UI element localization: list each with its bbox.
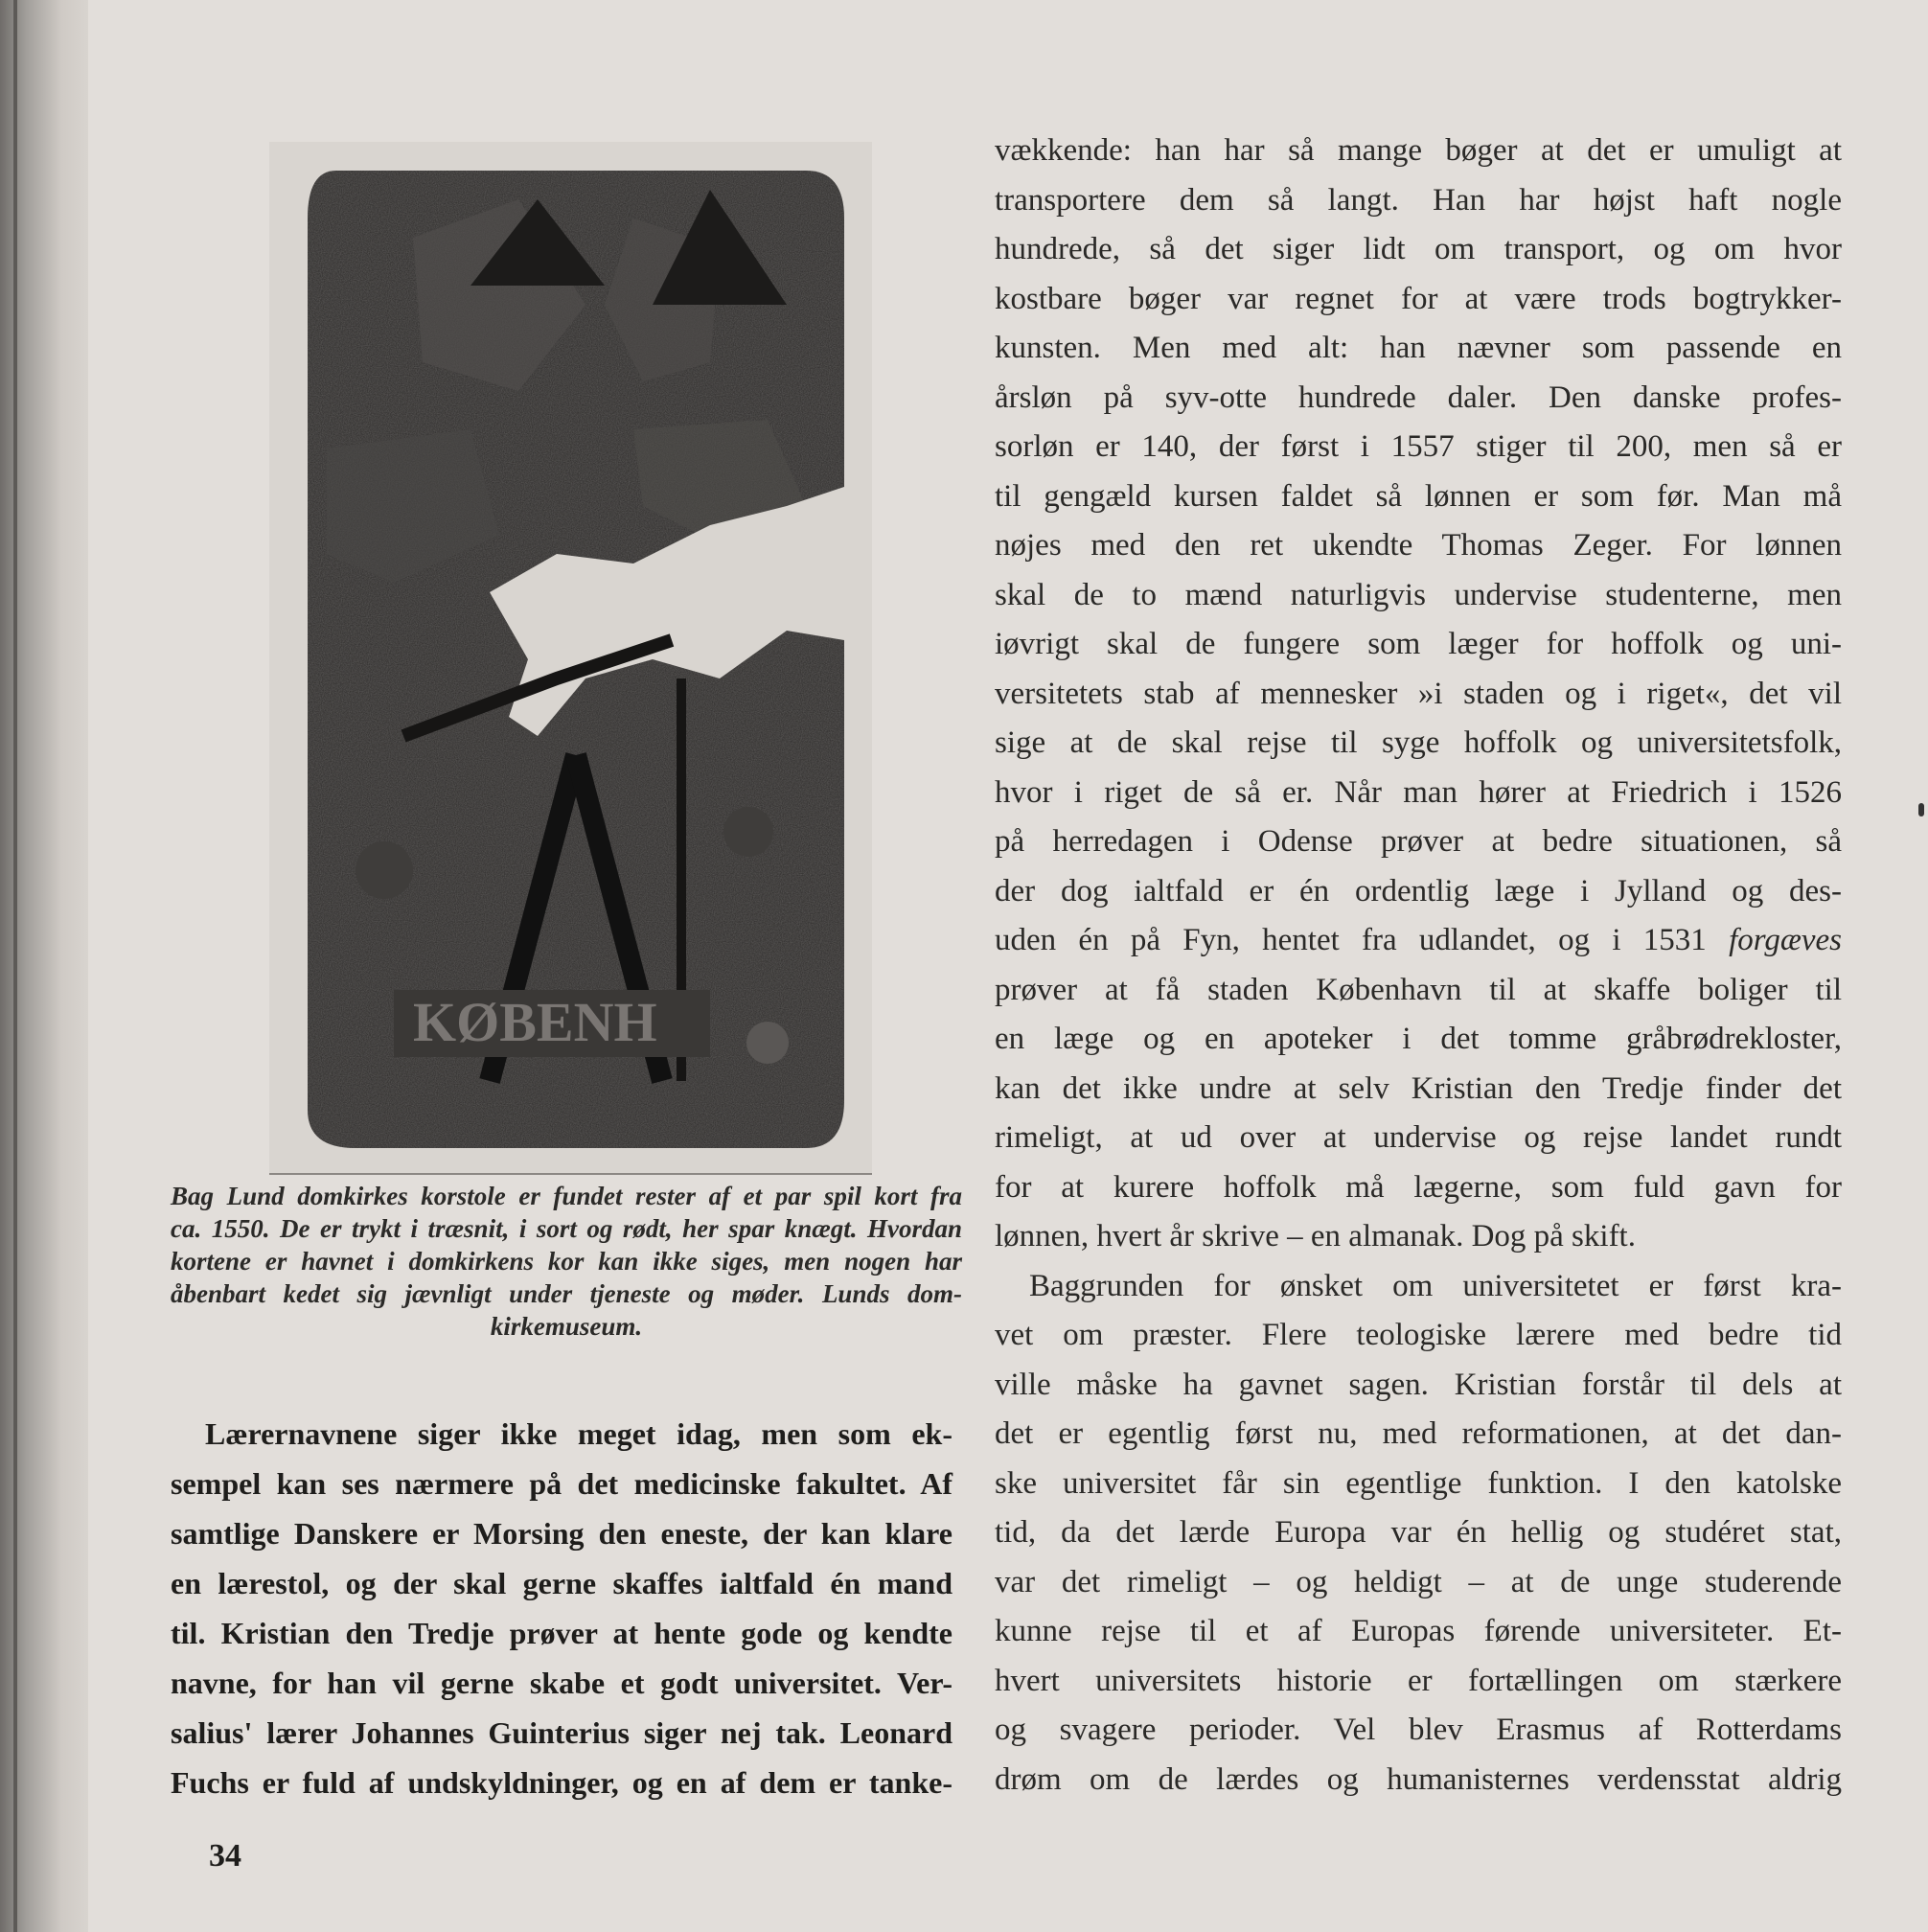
text-line: hvert universitets historie er fortællingen om stærkere (995, 1663, 1842, 1698)
text-line: var det rimeligt – og heldigt – at de unge studerende (995, 1564, 1842, 1599)
text-line: der dog ialtfald er én ordentlig læge i Jylland og des- (995, 873, 1842, 908)
text-line: drøm om de lærdes og humanisternes verdensstat aldrig (995, 1761, 1842, 1797)
text-line: til gengæld kursen faldet så lønnen er som før. Man må (995, 478, 1842, 514)
text-line: sorløn er 140, der først i 1557 stiger til 200, men så er (995, 429, 1842, 464)
text-line: Baggrunden for ønsket om universitetet er først kra- (1029, 1268, 1842, 1303)
book-spine (0, 0, 88, 1932)
margin-mark (1918, 803, 1924, 816)
caption-line: Bag Lund domkirkes korstole er fundet rester af et par spil kort fra (171, 1182, 962, 1210)
card-lettering: KØBENH (413, 991, 657, 1053)
text-line: vet om præster. Flere teologiske lærere med bedre tid (995, 1318, 1842, 1352)
text-line: iøvrigt skal de fungere som læger for hoffolk og uni- (995, 627, 1842, 661)
text-line: prøver at få staden København til at skaffe boliger til (995, 972, 1842, 1007)
text-line: det er egentlig først nu, med reformationen, at det dan- (995, 1416, 1842, 1451)
text-line: kan det ikke undre at selv Kristian den Tredje finder det (995, 1070, 1842, 1106)
italic-word: forgæves (1729, 923, 1843, 957)
text-line: kunne rejse til et af Europas førende universiteter. Et- (995, 1614, 1842, 1648)
text-line: sige at de skal rejse til syge hoffolk og universitetsfolk, (995, 725, 1842, 760)
text-line: kostbare bøger var regnet for at være trods bogtrykker- (995, 281, 1842, 316)
text-line: tid, da det lærde Europa var én hellig og studéret stat, (995, 1515, 1842, 1550)
text-line: navne, for han vil gerne skabe et godt universitet. Ver- (171, 1666, 953, 1700)
text-line: vækkende: han har så mange bøger at det er umuligt at (995, 133, 1842, 168)
text-line: ske universitet får sin egentlige funktion. I den katolske (995, 1465, 1842, 1501)
playing-card-figure (269, 142, 872, 1175)
caption-line: kortene er havnet i domkirkens kor kan ikke siges, men nogen har (171, 1247, 962, 1276)
text-segment: uden én på Fyn, hentet fra udlandet, og i 1531 (995, 923, 1707, 957)
text-line: samtlige Danskere er Morsing den eneste, der kan klare (171, 1516, 953, 1551)
text-line: nøjes med den ret ukendte Thomas Zeger. For lønnen (995, 528, 1842, 563)
text-line: til. Kristian den Tredje prøver at hente gode og kendte (171, 1616, 953, 1650)
text-line: versitetets stab af mennesker »i staden og i riget«, det vil (995, 676, 1842, 711)
knave-of-spades-card-image (269, 142, 872, 1173)
left-text-column (171, 1409, 953, 1807)
text-line: transportere dem så langt. Han har højst haft nogle (995, 182, 1842, 218)
figure-caption (171, 1180, 962, 1343)
text-line-with-italic (995, 916, 1842, 966)
text-line: lønnen, hvert år skrive – en almanak. Dog på skift. (995, 1219, 1636, 1254)
text-line: ville måske ha gavnet sagen. Kristian forstår til dels at (995, 1367, 1842, 1402)
text-line: og svagere perioder. Vel blev Erasmus af Rotterdams (995, 1713, 1842, 1747)
spine-edge (13, 0, 17, 1932)
right-text-column (995, 126, 1842, 1805)
page-number: 34 (209, 1838, 241, 1874)
text-line: hundrede, så det siger lidt om transport, og om hvor (995, 232, 1842, 266)
text-line: Lærernavnene siger ikke meget idag, men som ek- (205, 1416, 953, 1451)
text-line: sempel kan ses nærmere på det medicinske fakultet. Af (171, 1466, 953, 1501)
text-line: salius' lærer Johannes Guinterius siger nej tak. Leonard (171, 1715, 953, 1750)
text-line: for at kurere hoffolk må lægerne, som fuld gavn for (995, 1169, 1842, 1205)
text-line: kunsten. Men med alt: han nævner som passende en (995, 331, 1842, 365)
caption-line: kirkemuseum. (490, 1312, 643, 1341)
text-line: hvor i riget de så er. Når man hører at Friedrich i 1526 (995, 774, 1842, 810)
text-line: skal de to mænd naturligvis undervise studenterne, men (995, 577, 1842, 612)
caption-line: ca. 1550. De er trykt i træsnit, i sort og rødt, her spar knægt. Hvordan (171, 1214, 962, 1243)
text-line: årsløn på syv-otte hundrede daler. Den danske profes- (995, 380, 1842, 415)
text-line: på herredagen i Odense prøver at bedre situationen, så (995, 824, 1842, 859)
text-line: rimeligt, at ud over at undervise og rejse landet rundt (995, 1120, 1842, 1155)
text-line: en læge og en apoteker i det tomme gråbrødrekloster, (995, 1022, 1842, 1056)
caption-line: åbenbart kedet sig jævnligt under tjeneste og møder. Lunds dom- (171, 1279, 962, 1308)
text-line: en lærestol, og der skal gerne skaffes ialtfald én mand (171, 1566, 953, 1600)
text-line: Fuchs er fuld af undskyldninger, og en af dem er tanke- (171, 1765, 953, 1800)
